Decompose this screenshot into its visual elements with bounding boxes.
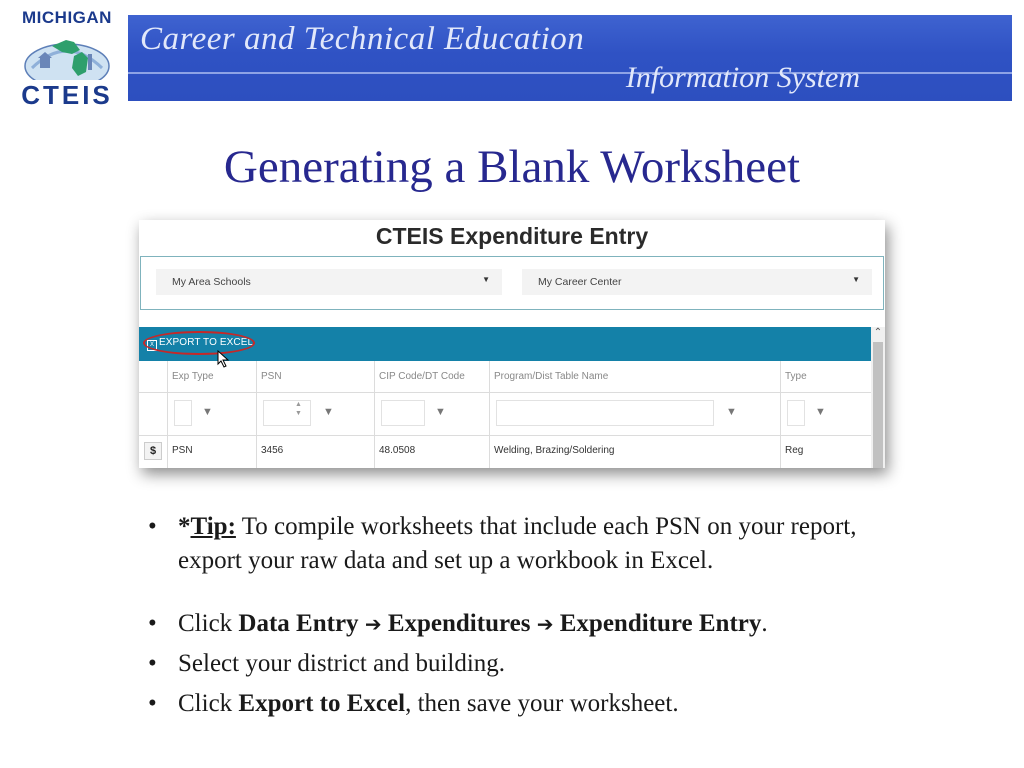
filter-cell	[168, 392, 257, 435]
filter-cell-blank	[139, 392, 168, 435]
michigan-map-icon	[22, 28, 112, 80]
banner-title-line1: Career and Technical Education	[140, 21, 585, 57]
column-header[interactable]: PSN	[257, 361, 375, 392]
district-select-value: My Area Schools	[172, 276, 251, 288]
filter-cell	[490, 392, 781, 435]
right-arrow-icon: ➔	[536, 612, 554, 636]
table-cell: Reg	[785, 445, 804, 456]
district-select[interactable]	[156, 269, 502, 295]
step1-end: .	[761, 610, 768, 637]
column-header[interactable]: Program/Dist Table Name	[490, 361, 781, 392]
cip-filter-input[interactable]	[381, 400, 425, 426]
step-bullet	[148, 604, 888, 644]
row-action-cell	[139, 435, 168, 468]
expenditure-grid	[139, 361, 871, 468]
tip-star: *	[178, 513, 191, 540]
filter-funnel-icon[interactable]: ▼	[435, 406, 446, 418]
table-cell: PSN	[168, 435, 257, 468]
menu-expenditures: Expenditures	[387, 610, 531, 637]
screen-title: CTEIS Expenditure Entry	[375, 223, 649, 249]
filter-funnel-icon[interactable]: ▼	[323, 406, 334, 418]
exp-type-filter-input[interactable]	[174, 400, 192, 426]
export-to-excel-label: EXPORT TO EXCEL	[159, 337, 254, 348]
scrollbar-thumb[interactable]	[873, 342, 883, 468]
step1-click: Click	[178, 610, 239, 637]
table-row[interactable]	[139, 435, 871, 468]
menu-data-entry: Data Entry	[238, 610, 359, 637]
step2-text: Select your district and building.	[178, 650, 506, 677]
filter-cell	[257, 392, 375, 435]
number-stepper-icon[interactable]: ▲ ▼	[295, 401, 302, 417]
table-cell: 3456	[257, 435, 375, 468]
expenditure-entry-screenshot	[139, 220, 885, 468]
banner-title-line2: Information System	[625, 61, 860, 94]
grid-toolbar	[139, 327, 871, 361]
bullet-icon: •	[148, 610, 157, 637]
filter-funnel-icon[interactable]: ▼	[726, 406, 737, 418]
excel-file-icon: X	[147, 340, 157, 351]
step3-end: , then save your worksheet.	[405, 690, 679, 717]
logo-state-text: MICHIGAN	[22, 8, 112, 27]
filter-funnel-icon[interactable]: ▼	[815, 406, 826, 418]
type-filter-input[interactable]	[787, 400, 805, 426]
caret-down-icon: ▼	[482, 275, 490, 284]
filter-funnel-icon[interactable]: ▼	[202, 406, 213, 418]
grid-filter-row	[139, 392, 871, 436]
column-header[interactable]: Exp Type	[168, 361, 257, 392]
header-cell-blank	[139, 361, 168, 392]
export-to-excel-ref: Export to Excel	[238, 690, 406, 717]
building-select-value: My Career Center	[538, 276, 622, 288]
scroll-up-icon[interactable]: ⌃	[873, 327, 883, 338]
selection-panel	[140, 256, 884, 310]
column-header[interactable]: CIP Code/DT Code	[375, 361, 490, 392]
step3-click: Click	[178, 690, 239, 717]
dollar-icon[interactable]: $	[144, 442, 162, 460]
highlight-oval	[143, 331, 255, 355]
instruction-list	[148, 510, 888, 724]
tip-label: Tip:	[190, 513, 236, 540]
tip-text: To compile worksheets that include each PSN on your report, export your raw data and set up a workbook in Excel.	[178, 513, 857, 574]
bullet-icon: •	[148, 513, 157, 540]
step-bullet	[148, 684, 888, 724]
building-select[interactable]	[522, 269, 872, 295]
bullet-icon: •	[148, 690, 157, 717]
header-banner	[128, 15, 1012, 101]
column-header[interactable]: Type	[785, 371, 807, 382]
right-arrow-icon: ➔	[364, 612, 382, 636]
logo-cteis-text: CTEIS	[21, 80, 113, 110]
filter-cell	[375, 392, 490, 435]
step-bullet	[148, 644, 888, 684]
filter-cell	[781, 392, 871, 435]
michigan-cteis-logo	[8, 6, 126, 108]
table-cell: 48.0508	[375, 435, 490, 468]
table-cell: Welding, Brazing/Soldering	[490, 435, 781, 468]
psn-filter-input[interactable]	[263, 400, 311, 426]
tip-bullet	[148, 510, 888, 578]
caret-down-icon: ▼	[852, 275, 860, 284]
slide-title: Generating a Blank Worksheet	[223, 141, 801, 193]
banner-divider	[128, 72, 1012, 74]
bullet-icon: •	[148, 650, 157, 677]
program-filter-input[interactable]	[496, 400, 714, 426]
menu-expenditure-entry: Expenditure Entry	[559, 610, 762, 637]
grid-header-row	[139, 361, 871, 393]
